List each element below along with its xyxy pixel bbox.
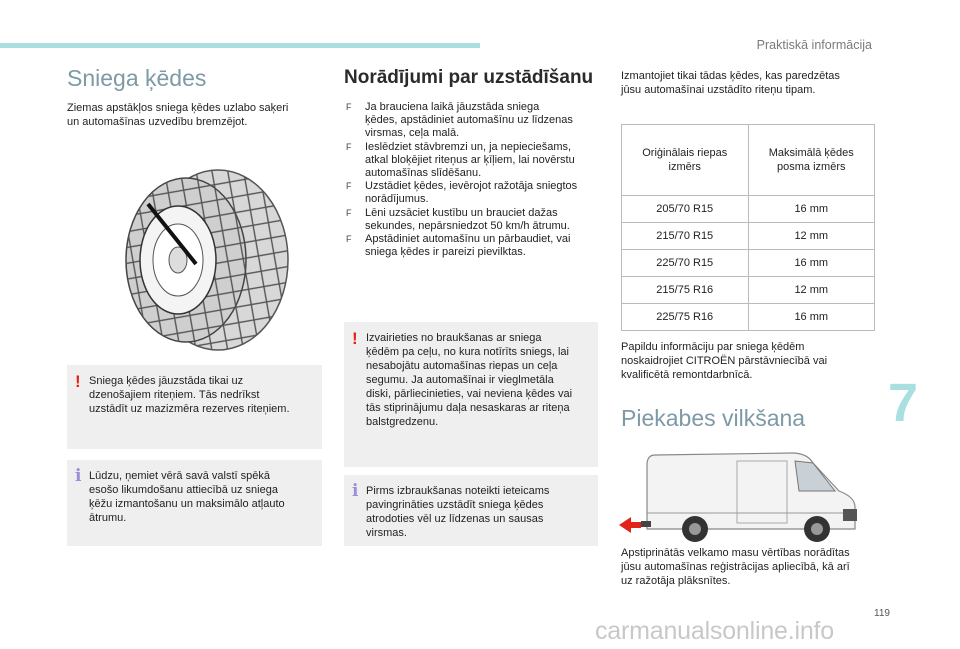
bullet-icon: F	[346, 102, 352, 112]
bullet-icon: F	[346, 141, 352, 152]
snow-chains-heading: Sniega ķēdes	[67, 65, 207, 91]
warning-icon: !	[352, 329, 358, 348]
info-text: Pirms izbraukšanas noteikti ieteicams pavingrināties uzstādīt sniega ķēdes atrodoties vēl uz līdzenas un sausas virsmas.	[366, 485, 550, 539]
towing-text: Apstiprinātās velkamo masu vērtības norādītas jūsu automašīnas reģistrācijas apliecībā, kā arī uz ražotāja plāksnītes.	[621, 547, 850, 587]
table-row: 215/75 R16 12 mm	[622, 277, 875, 304]
list-item: F Apstādiniet automašīnu un pārbaudiet, vai sniega ķēdes ir pareizi pievilktas.	[346, 233, 571, 259]
info-text: Lūdzu, ņemiet vērā savā valstī spēkā esošo likumdošanu attiecībā uz sniega ķēžu izmantošanu un maksimālo atļauto ātrumu.	[89, 470, 285, 524]
info-box-practice	[344, 475, 598, 546]
section-title: Praktiskā informācija	[756, 38, 872, 52]
header-accent-bar	[0, 43, 480, 48]
watermark: carmanualsonline.info	[595, 617, 835, 645]
more-info-text: Papildu informāciju par sniega ķēdēm noskaidrojiet CITROËN pārstāvniecībā vai kvalificētā remontdarbnīcā.	[621, 341, 828, 381]
warning-text: Sniega ķēdes jāuzstāda tikai uz dzenošajiem riteņiem. Tās nedrīkst uzstādīt uz mazizmēra rezerves riteņiem.	[89, 375, 290, 415]
warning-text: Izvairieties no braukšanas ar sniega ķēdēm pa ceļu, no kura notīrīts sniegs, lai nesabojātu automašīnas riepas un ceļa segumu. Ja automašīnai ir vieglmetāla diski, pārliecinieties, vai neviena ķēdes vai tās stiprinājumu daļa nesaskaras ar riteņa balstgredzenu.	[366, 332, 573, 428]
info-icon: i	[352, 481, 359, 501]
page-number: 119	[874, 608, 890, 619]
van-towing-illustration	[617, 447, 872, 543]
column-header-tyre-size: Oriģinālais riepas izmērs	[622, 125, 749, 196]
table-row: 205/70 R15 16 mm	[622, 196, 875, 223]
chain-type-intro: Izmantojiet tikai tādas ķēdes, kas paredzētas jūsu automašīnai uzstādīto riteņu tipam.	[621, 70, 840, 96]
warning-box-drive-wheels	[67, 365, 322, 449]
list-item: F Ieslēdziet stāvbremzi un, ja nepieciešams, atkal bloķējiet riteņus ar ķīļiem, lai novērstu automašīnas slīdēšanu.	[346, 140, 575, 180]
list-item: F Uzstādiet ķēdes, ievērojot ražotāja sniegtos norādījumus.	[346, 180, 578, 206]
installation-heading: Norādījumi par uzstādīšanu	[344, 67, 594, 88]
towing-heading: Piekabes vilkšana	[621, 405, 806, 431]
bullet-icon: F	[346, 234, 352, 245]
chapter-number: 7	[888, 373, 919, 433]
warning-box-cleared-road	[344, 322, 598, 467]
warning-icon: !	[75, 372, 81, 391]
table-row: 225/70 R15 16 mm	[622, 250, 875, 277]
table-row: 215/70 R15 12 mm	[622, 223, 875, 250]
installation-steps	[344, 101, 602, 259]
list-item: F Ja brauciena laikā jāuzstāda sniega ķēdes, apstādiniet automašīnu uz līdzenas virsmas, ceļa malā.	[346, 101, 573, 140]
snow-chains-intro: Ziemas apstākļos sniega ķēdes uzlabo saķeri un automašīnas uzvedību bremzējot.	[67, 102, 289, 128]
bullet-icon: F	[346, 207, 352, 218]
info-icon: i	[75, 466, 82, 486]
info-box-legislation	[67, 460, 322, 546]
chain-size-table	[621, 124, 875, 331]
list-item: F Lēni uzsāciet kustību un brauciet dažas sekundes, nepārsniedzot 50 km/h ātrumu.	[346, 206, 570, 232]
bullet-icon: F	[346, 181, 352, 192]
table-row: 225/75 R16 16 mm	[622, 304, 875, 331]
column-header-max-link: Maksimālā ķēdes posma izmērs	[748, 125, 875, 196]
snow-chain-wheel-illustration	[108, 164, 296, 356]
